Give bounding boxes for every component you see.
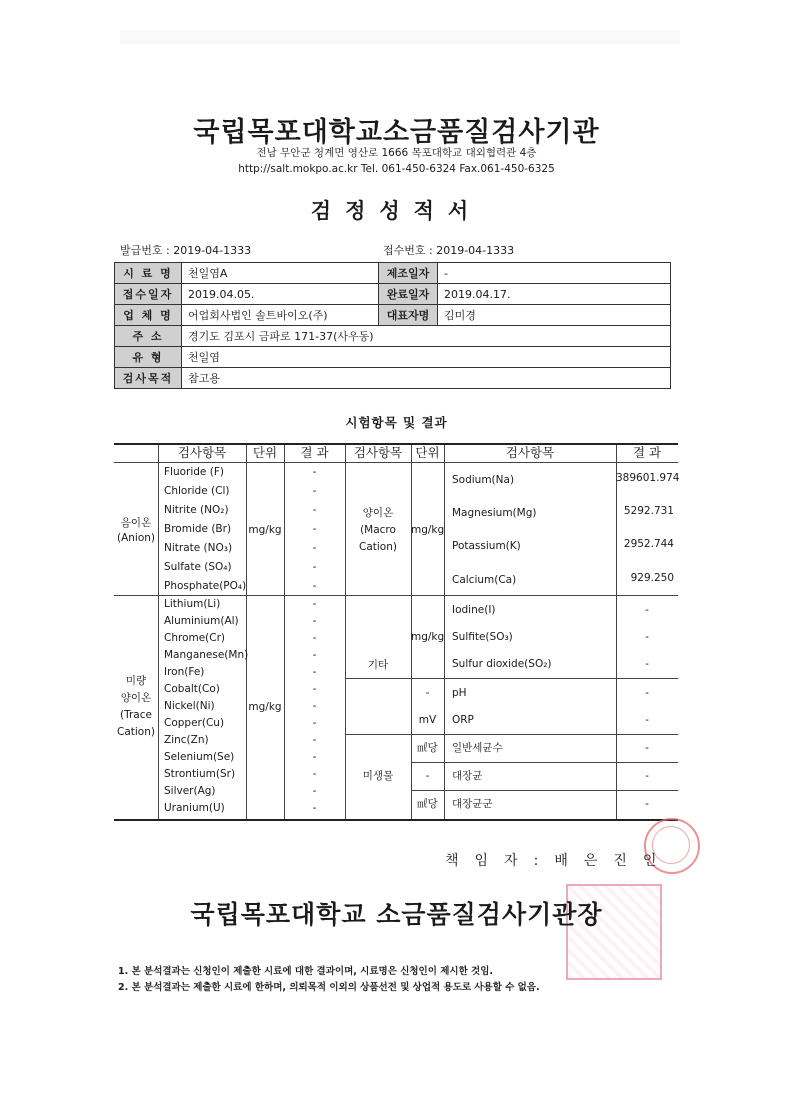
micro-item: 일반세균수	[452, 742, 503, 754]
anion-item: Phosphate(PO₄)	[164, 580, 247, 592]
receipt-date-label: 접수일자	[115, 284, 182, 305]
anion-divider	[114, 595, 678, 596]
trace-item: Iron(Fe)	[164, 666, 205, 678]
responsible-char: 배	[554, 853, 570, 869]
header-item: 검사항목	[177, 445, 227, 460]
complete-date-label: 완료일자	[379, 284, 438, 305]
organization-contact: http://salt.mokpo.ac.kr Tel. 061-450-6324 Fax.061-450-6325	[238, 163, 555, 175]
results-table	[114, 443, 678, 821]
scan-artifact	[120, 30, 680, 44]
trace-group-label-1: 미량	[125, 675, 147, 687]
orp-result: -	[645, 714, 649, 726]
sample-name: 천일염A	[182, 263, 379, 284]
trace-result: -	[312, 683, 317, 695]
trace-item: Chrome(Cr)	[164, 632, 226, 644]
trace-result: -	[312, 785, 317, 797]
micro-result: -	[645, 770, 649, 782]
purpose-label: 검사목적	[115, 368, 182, 389]
mfg-date-label: 제조일자	[379, 263, 438, 284]
orp-unit: mV	[418, 714, 437, 726]
responsible-char: 자	[504, 853, 520, 869]
other-item: Sulfur dioxide(SO₂)	[452, 658, 552, 670]
trace-item: Selenium(Se)	[164, 751, 235, 763]
macro-item: Sodium(Na)	[452, 474, 515, 486]
macro-result: 2952.744	[623, 538, 674, 550]
company-label: 업 체 명	[115, 305, 182, 326]
anion-item: Fluoride (F)	[164, 466, 224, 478]
trace-result: -	[312, 632, 317, 644]
header-item-3: 검사항목	[505, 445, 555, 460]
receipt-date: 2019.04.05.	[182, 284, 379, 305]
col-divider-2	[246, 445, 247, 819]
responsible-char: 인	[642, 853, 659, 869]
ph-result: -	[645, 687, 649, 699]
anion-item: Nitrate (NO₃)	[164, 542, 233, 554]
anion-result: -	[312, 523, 317, 535]
anion-item: Nitrite (NO₂)	[164, 504, 229, 516]
responsible-char: 진	[613, 853, 629, 869]
micro-item: 대장균	[452, 770, 483, 782]
agency-head-title: 국립목포대학교 소금품질검사기관장	[190, 900, 603, 929]
responsible-char: 임	[474, 853, 491, 869]
trace-result: -	[312, 717, 317, 729]
note-2: 2. 본 분석결과는 제출한 시료에 한하며, 의뢰목적 이외의 상품선전 및 상업적 용도로 사용할 수 없음.	[118, 982, 540, 993]
organization-title: 국립목포대학교소금품질검사기관	[193, 117, 600, 148]
trace-item: Zinc(Zn)	[164, 734, 209, 746]
trace-result: -	[312, 768, 317, 780]
receipt-number: 접수번호 : 2019-04-1333	[383, 244, 515, 257]
trace-group-label-2: 양이온	[120, 692, 152, 704]
trace-result: -	[312, 649, 317, 661]
responsible-person	[445, 850, 672, 870]
other-result: -	[645, 604, 649, 616]
macro-result: 5292.731	[623, 505, 674, 517]
ph-label: pH	[452, 687, 467, 699]
address-label: 주 소	[115, 326, 182, 347]
other-unit: mg/kg	[411, 631, 445, 643]
issue-number: 발급번호 : 2019-04-1333	[120, 244, 252, 257]
sample-info-table	[114, 262, 671, 389]
type-label: 유 형	[115, 347, 182, 368]
anion-result: -	[312, 561, 317, 573]
trace-item: Strontium(Sr)	[164, 768, 236, 780]
macro-group-label-3: Cation)	[359, 541, 397, 553]
macro-result: 929.250	[630, 572, 674, 584]
trace-item: Silver(Ag)	[164, 785, 216, 797]
trace-item: Cobalt(Co)	[164, 683, 220, 695]
other-item: Sulfite(SO₃)	[452, 631, 513, 643]
col-divider-4	[345, 445, 346, 819]
anion-group-label-en: (Anion)	[116, 532, 156, 544]
micro-group-label: 미생물	[362, 770, 394, 782]
sample-name-label: 시 료 명	[115, 263, 182, 284]
macro-item: Magnesium(Mg)	[452, 507, 537, 519]
organization-address: 전남 무안군 청계면 영산로 1666 목포대학교 대외협력관 4층	[256, 147, 537, 159]
anion-item: Bromide (Br)	[164, 523, 232, 535]
responsible-char: :	[533, 853, 541, 869]
note-1: 1. 본 분석결과는 신청인이 제출한 시료에 대한 결과이며, 시료명은 신청인이 제시한 것임.	[118, 966, 494, 977]
header-result: 결 과	[300, 445, 329, 460]
trace-result: -	[312, 700, 317, 712]
orp-label: ORP	[452, 714, 474, 726]
responsible-char: 은	[583, 853, 600, 869]
anion-result: -	[312, 542, 317, 554]
macro-group-label-2: (Macro	[360, 524, 396, 536]
header-result-3: 결 과	[632, 445, 662, 460]
document-title: 검정성적서	[310, 199, 483, 223]
trace-item: Aluminium(Al)	[164, 615, 239, 627]
micro-row-divider-1	[411, 762, 678, 763]
trace-result: -	[312, 734, 317, 746]
micro-divider	[345, 734, 678, 735]
other-item: Iodine(I)	[452, 604, 496, 616]
col-divider-1	[158, 445, 159, 819]
other-result: -	[645, 631, 649, 643]
mfg-date: -	[438, 263, 671, 284]
address: 경기도 김포시 금파로 171-37(사우동)	[182, 326, 671, 347]
anion-item: Sulfate (SO₄)	[164, 561, 232, 573]
complete-date: 2019.04.17.	[438, 284, 671, 305]
macro-group-label-1: 양이온	[362, 507, 394, 519]
trace-item: Nickel(Ni)	[164, 700, 215, 712]
micro-result: -	[645, 798, 649, 810]
macro-result: 389601.974	[616, 472, 680, 484]
macro-item: Calcium(Ca)	[452, 574, 517, 586]
trace-item: Lithium(Li)	[164, 598, 221, 610]
anion-result: -	[312, 485, 317, 497]
micro-unit: -	[425, 770, 430, 782]
trace-result: -	[312, 615, 317, 627]
ceo-label: 대표자명	[379, 305, 438, 326]
trace-unit: mg/kg	[248, 701, 282, 713]
trace-result: -	[312, 751, 317, 763]
header-item-2: 검사항목	[353, 445, 403, 460]
micro-unit: ㎖당	[417, 742, 438, 754]
anion-result: -	[312, 466, 317, 478]
trace-item: Manganese(Mn)	[164, 649, 249, 661]
col-divider-6	[444, 445, 445, 819]
other-group-label: 기타	[367, 659, 389, 671]
ph-unit: -	[425, 687, 430, 699]
company: 어업회사법인 솔트바이오(주)	[182, 305, 379, 326]
trace-result: -	[312, 666, 317, 678]
anion-unit: mg/kg	[248, 524, 282, 536]
anion-result: -	[312, 504, 317, 516]
anion-item: Chloride (Cl)	[164, 485, 230, 497]
trace-group-label-3: (Trace	[120, 709, 152, 721]
anion-result: -	[312, 580, 317, 592]
other-ph-divider	[345, 678, 678, 679]
micro-row-divider-2	[411, 790, 678, 791]
micro-result: -	[645, 742, 649, 754]
other-result: -	[645, 658, 649, 670]
macro-unit: mg/kg	[411, 524, 445, 536]
trace-result: -	[312, 802, 317, 814]
purpose: 참고용	[182, 368, 671, 389]
ceo: 김미경	[438, 305, 671, 326]
results-section-title: 시험항목 및 결과	[345, 415, 448, 430]
header-unit-2: 단위	[415, 445, 440, 460]
trace-group-label-4: Cation)	[117, 726, 155, 738]
macro-item: Potassium(K)	[452, 540, 521, 552]
anion-group-label: 음이온	[120, 517, 152, 529]
header-unit: 단위	[252, 445, 278, 460]
trace-item: Copper(Cu)	[164, 717, 225, 729]
header-divider	[114, 462, 678, 463]
micro-item: 대장균군	[452, 798, 493, 810]
trace-result: -	[312, 598, 317, 610]
type: 천일염	[182, 347, 671, 368]
trace-item: Uranium(U)	[164, 802, 225, 814]
responsible-char: 책	[445, 853, 461, 869]
micro-unit: ㎖당	[417, 798, 438, 810]
